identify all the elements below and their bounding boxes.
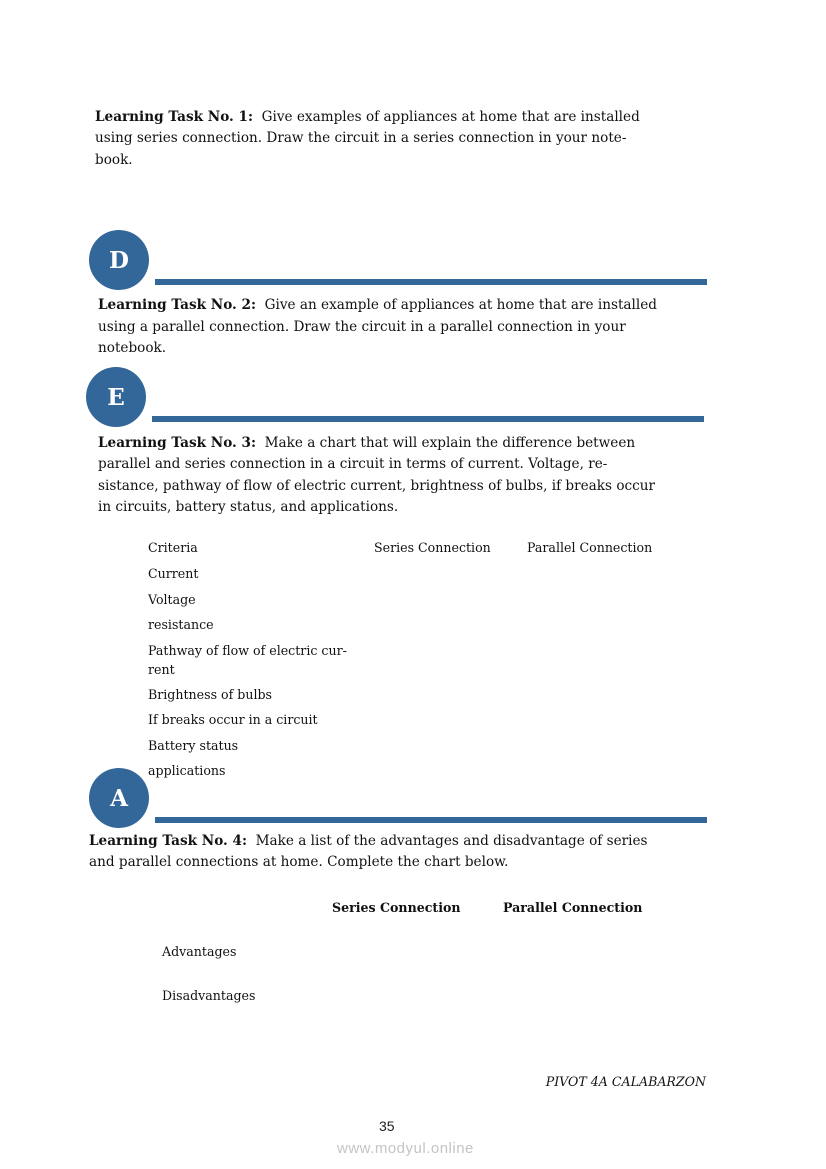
task1-line-2: using series connection. Draw the circuit in a series connection in your note- <box>95 130 627 146</box>
task1-line-1 <box>95 109 640 125</box>
section-divider <box>155 279 707 285</box>
chart4-header-series: Series Connection <box>332 900 461 915</box>
section-a-badge: A <box>89 768 149 828</box>
chart4-header-parallel: Parallel Connection <box>503 900 643 915</box>
task2-label: Learning Task No. 2: <box>98 297 256 313</box>
task3-text: Make a chart that will explain the difference between <box>264 435 636 451</box>
chart3-row: Voltage <box>148 592 196 607</box>
task4-line-1 <box>89 833 648 849</box>
section-divider <box>155 817 707 823</box>
task2-text: Give an example of appliances at home that are installed <box>264 297 657 313</box>
chart3-row: resistance <box>148 617 214 632</box>
chart3-header-parallel: Parallel Connection <box>527 540 653 555</box>
chart3-row: Battery status <box>148 738 239 753</box>
section-divider <box>152 416 704 422</box>
task4-line-2: and parallel connections at home. Complete the chart below. <box>89 854 509 870</box>
task3-line-1 <box>98 435 635 451</box>
chart3-row-cont: rent <box>148 662 175 677</box>
section-e-badge: E <box>86 367 146 427</box>
chart3-row: Pathway of flow of electric cur- <box>148 643 347 658</box>
task3-label: Learning Task No. 3: <box>98 435 256 451</box>
task1-label: Learning Task No. 1: <box>95 109 253 125</box>
task2-line-2: using a parallel connection. Draw the circuit in a parallel connection in your <box>98 319 626 335</box>
chart4-row-disadvantages: Disadvantages <box>162 988 256 1003</box>
task4-text: Make a list of the advantages and disadvantage of series <box>255 833 648 849</box>
task2-line-3: notebook. <box>98 340 167 356</box>
task4-label: Learning Task No. 4: <box>89 833 247 849</box>
chart3-row: If breaks occur in a circuit <box>148 712 318 727</box>
chart3-row: applications <box>148 763 226 778</box>
footer-text: PIVOT 4A CALABARZON <box>545 1074 706 1089</box>
chart4-row-advantages: Advantages <box>162 944 237 959</box>
page-number: 35 <box>379 1118 395 1134</box>
task1-line-3: book. <box>95 152 133 168</box>
task3-line-2: parallel and series connection in a circuit in terms of current. Voltage, re- <box>98 456 608 472</box>
watermark: www.modyul.online <box>337 1140 474 1157</box>
task3-line-3: sistance, pathway of flow of electric current, brightness of bulbs, if breaks occur <box>98 478 655 494</box>
section-d-badge: D <box>89 230 149 290</box>
task3-line-4: in circuits, battery status, and applications. <box>98 499 399 515</box>
chart3-header-series: Series Connection <box>374 540 491 555</box>
task1-text: Give examples of appliances at home that are installed <box>261 109 640 125</box>
chart3-row: Current <box>148 566 199 581</box>
chart3-header-criteria: Criteria <box>148 540 198 555</box>
chart3-row: Brightness of bulbs <box>148 687 273 702</box>
task2-line-1 <box>98 297 657 313</box>
